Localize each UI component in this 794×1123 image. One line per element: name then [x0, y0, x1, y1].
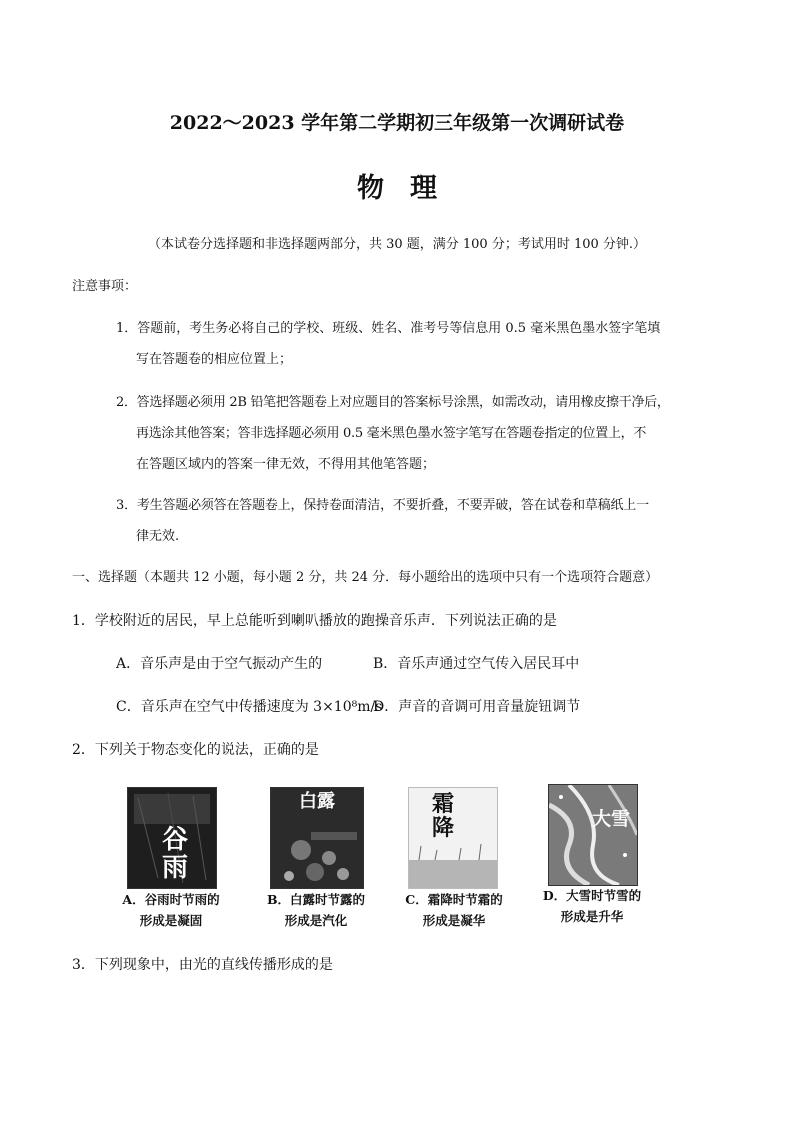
guyu-poster-text: 谷雨: [161, 825, 188, 883]
caption-b: [246, 889, 386, 931]
notice-3-line-2: 律无效.: [136, 529, 180, 544]
notice-1-line-2: 写在答题卷的相应位置上；: [136, 352, 293, 367]
question-1-option-c: C．音乐声在空气中传播速度为 3×10⁸m/s: [116, 699, 383, 715]
caption-d-line-2: 形成是升华: [560, 909, 624, 924]
daxue-poster-bg: [549, 785, 637, 885]
image-shuangjiang: [408, 787, 498, 889]
daxue-poster-text: 大雪: [591, 808, 630, 830]
notice-2-line-1: 2．答选择题必须用 2B 铅笔把答题卷上对应题目的答案标号涂黑，如需改动，请用橡皮擦干净后，: [116, 395, 670, 410]
notice-2-line-2: 再选涂其他答案；答非选择题必须用 0.5 毫米黑色墨水签字笔写在答题卷指定的位置上，不: [136, 426, 647, 441]
caption-a: [101, 889, 241, 931]
caption-b-line-1: B．白露时节露的: [266, 892, 366, 907]
question-3-stem: 3．下列现象中，由光的直线传播形成的是: [72, 957, 333, 973]
question-1-option-b: B．音乐声通过空气传入居民耳中: [373, 656, 580, 672]
question-2-stem: 2．下列关于物态变化的说法，正确的是: [72, 742, 319, 758]
question-1-option-d: D．声音的音调可用音量旋钮调节: [373, 699, 581, 715]
image-bailu: [270, 787, 364, 889]
caption-a-line-2: 形成是凝固: [139, 913, 203, 928]
question-1-stem: 1．学校附近的居民，早上总能听到喇叭播放的跑操音乐声．下列说法正确的是: [72, 613, 557, 629]
image-daxue: [548, 784, 638, 886]
caption-c: [384, 889, 524, 931]
notice-heading: 注意事项：: [72, 279, 138, 294]
paper-title: 2022～2023 学年第二学期初三年级第一次调研试卷: [169, 112, 625, 134]
image-guyu: [127, 787, 217, 889]
section-heading: 一、选择题（本题共 12 小题，每小题 2 分，共 24 分．每小题给出的选项中只有一个选项符合题意）: [72, 570, 659, 585]
bailu-poster-text: 白露: [299, 791, 335, 812]
exam-info: （本试卷分选择题和非选择题两部分，共 30 题，满分 100 分；考试用时 100 分钟.）: [147, 237, 647, 252]
caption-a-line-1: A．谷雨时节雨的: [122, 892, 220, 907]
notice-2-line-3: 在答题区域内的答案一律无效，不得用其他笔答题；: [136, 457, 436, 472]
notice-3-line-1: 3．考生答题必须答在答题卷上，保持卷面清洁，不要折叠，不要弄破，答在试卷和草稿纸上一: [116, 498, 649, 513]
caption-c-line-2: 形成是凝华: [422, 913, 486, 928]
caption-b-line-2: 形成是汽化: [284, 913, 348, 928]
shuangjiang-poster-text: 霜降: [431, 791, 454, 841]
subject-title: 物理: [357, 173, 463, 204]
caption-c-line-1: C．霜降时节霜的: [405, 892, 503, 907]
notice-1-line-1: 1．答题前，考生务必将自己的学校、班级、姓名、准考号等信息用 0.5 毫米黑色墨水签字笔填: [116, 321, 661, 336]
caption-d-line-1: D．大雪时节雪的: [542, 888, 642, 903]
caption-d: [522, 885, 662, 927]
question-1-option-a: A．音乐声是由于空气振动产生的: [116, 656, 323, 672]
